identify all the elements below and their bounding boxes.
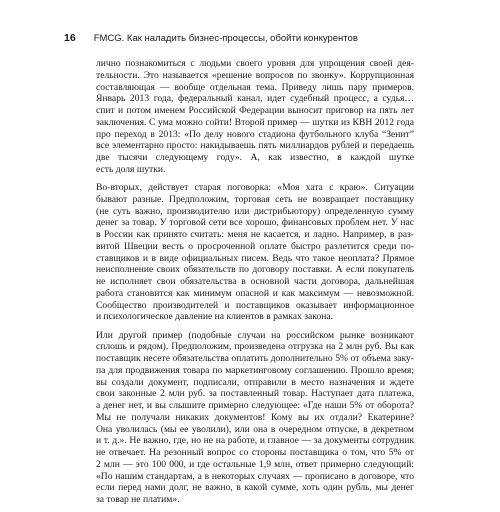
text-line: и т. д.». Не важно, где, но не на работе, и главное — за документы сотрудник: [96, 435, 414, 447]
text-line: все элементарно просто: накидываешь пять миллиардов рублей и передаешь: [96, 140, 414, 152]
text-line: две тысячи следующему году». А, как известно, в каждой шутке: [96, 152, 414, 163]
page-header: [64, 32, 358, 44]
text-line: Она уволилась (мы ее уволили), или она в очередном отпуске, в декретном: [96, 423, 414, 435]
text-line: составляющая — вообще отдельная тема. Приведу лишь пару примеров.: [96, 81, 414, 93]
body-text: [96, 58, 414, 512]
text-line: витой Швеции весть о просроченной оплате быстро разлетится среди по-: [96, 240, 414, 252]
text-line: тельности. Это называется «решение вопросов по звонку». Коррупционная: [96, 69, 414, 81]
text-line: бывают разные. Предположим, торговая сеть не возвращает поставщику: [96, 193, 414, 205]
paragraph: [96, 58, 414, 176]
text-line: если перед нами долг, не важно, в какой сумме, хоть один рубль, мы денег: [96, 482, 414, 494]
text-line: за товар не платим».: [96, 494, 180, 505]
text-line: есть доля шутки.: [96, 163, 166, 175]
text-line: (не суть важно, производителю или дистрибьютору) определенную сумму: [96, 205, 414, 217]
text-line: поставщик несете обязательства оплатить дополнительно 5% от объема заку-: [96, 353, 414, 364]
text-line: про переход в 2013: «По делу нового стадиона футбольного клуба “Зенит”: [96, 128, 414, 140]
text-line: лично познакомиться с людьми своего уровня для упрощения своей дея-: [96, 58, 414, 69]
text-line: и психологическое давление на клиентов в рамках закона.: [96, 311, 334, 323]
paragraph: [96, 182, 414, 323]
text-line: Мы не получали никаких документов! Кому вы их отдали? Екатерине?: [96, 411, 414, 423]
text-line: заключения. С ума можно сойти! Второй пример — шутки из КВН 2012 года: [96, 116, 414, 128]
running-title: FMCG. Как наладить бизнес-процессы, обойти конкурентов: [93, 33, 358, 44]
text-line: ставщиков и в виде официальных писем. Ведь что такое неоплата? Прямое: [96, 252, 414, 264]
text-line: «По нашим стандартам, а в некоторых случаях — прописано в договоре, что: [96, 470, 414, 482]
text-line: Во-вторых, действует старая поговорка: «Моя хата с краю». Ситуации: [96, 182, 414, 193]
text-line: спит и потом именем Российской Федерации выносит приговор на пять лет: [96, 105, 414, 116]
text-line: работа становится как минимум опасной и как максимум — невозможной.: [96, 287, 414, 299]
text-line: а денег нет, и вы слышите примерно следующее: «Где наши 5% от оборота?: [96, 400, 414, 411]
text-line: не отвечает. На резонный вопрос со стороны поставщика о том, что 5% от: [96, 447, 414, 458]
text-line: в России как принято считать: меня не касается, и ладно. Например, в раз-: [96, 229, 414, 240]
text-line: вы создали документ, подписали, отправили в место назначения и ждете: [96, 376, 414, 388]
text-line: денег за товар. У торговой сети все хорошо, финансовых проблем нет. У нас: [96, 217, 414, 229]
text-line: па для продвижения товара по маркетинговому соглашению. Прошло время;: [96, 364, 414, 376]
text-line: сплошь и рядом). Предположим, произведена отгрузка на 2 млн руб. Вы как: [96, 341, 414, 353]
text-line: Январь 2013 года, федеральный канал, идет судебный процесс, а судья…: [96, 93, 414, 105]
text-line: свои законные 2 млн руб. за поставленный товар. Наступает дата платежа,: [96, 388, 414, 400]
text-line: не исполняет свои обязательства в основной части договора, дальнейшая: [96, 276, 414, 287]
paragraph: [96, 330, 414, 506]
text-line: 2 млн — это 100 000, и где остальные 1,9 млн, ответ примерно следующий:: [96, 458, 414, 470]
text-line: Или другой пример (подобные случаи на российском рынке возникают: [96, 329, 414, 341]
text-line: неисполнение своих обязательств по договору поставки. А если покупатель: [96, 264, 414, 276]
text-line: Сообщество производителей и поставщиков оказывает информационное: [96, 299, 414, 311]
page-number: 16: [64, 32, 76, 44]
